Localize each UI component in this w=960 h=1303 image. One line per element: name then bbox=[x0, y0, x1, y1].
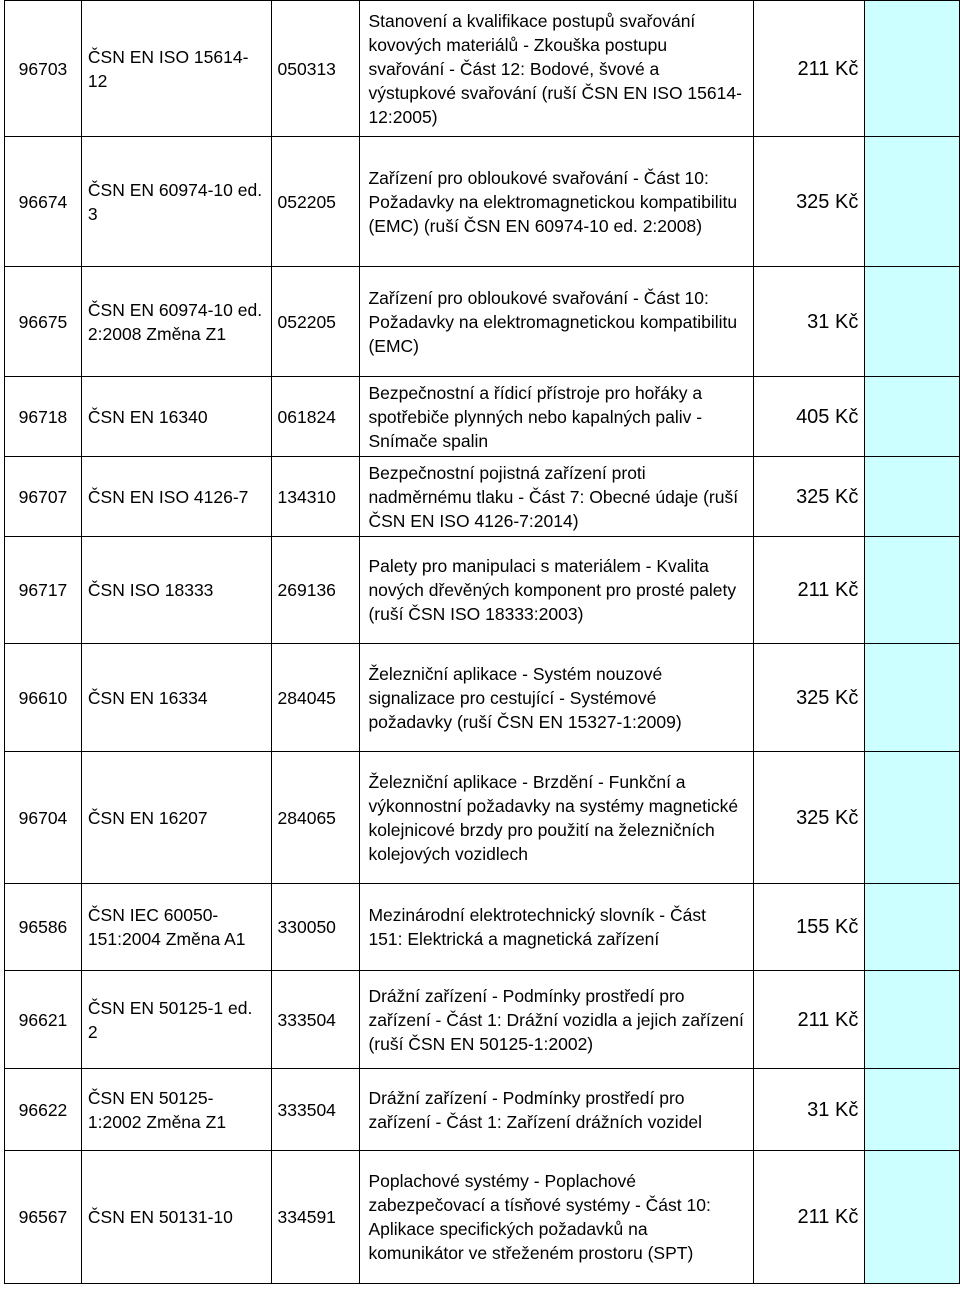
standard-designation: ČSN EN 60974-10 ed. 2:2008 Změna Z1 bbox=[81, 267, 271, 377]
price: 211 Kč bbox=[753, 1151, 865, 1284]
standard-designation: ČSN ISO 18333 bbox=[81, 537, 271, 644]
standard-title bbox=[360, 537, 753, 644]
highlight-cell bbox=[865, 537, 960, 644]
classification-code: 061824 bbox=[271, 377, 360, 457]
highlight-cell bbox=[865, 1, 960, 137]
catalog-number: 96704 bbox=[5, 752, 82, 884]
table-row bbox=[5, 137, 960, 267]
table-row bbox=[5, 1069, 960, 1151]
price: 31 Kč bbox=[753, 1069, 865, 1151]
standard-title bbox=[360, 644, 753, 752]
highlight-cell bbox=[865, 644, 960, 752]
standard-designation: ČSN EN 16340 bbox=[81, 377, 271, 457]
table-row bbox=[5, 537, 960, 644]
standard-title bbox=[360, 267, 753, 377]
catalog-number: 96621 bbox=[5, 971, 82, 1069]
title-text: Stanovení a kvalifikace postupů svařování kovových materiálů - Zkouška postupu svařování - Část 12: Bodové, švové a výstupkové svařování bbox=[368, 10, 696, 103]
highlight-cell bbox=[865, 267, 960, 377]
price: 325 Kč bbox=[753, 457, 865, 537]
title-text: Bezpečnostní pojistná zařízení proti nadměrnému tlaku - Část 7: Obecné údaje bbox=[368, 462, 699, 507]
title-text: Zařízení pro obloukové svařování - Část 10: Požadavky na elektromagnetickou kompatibilitu (EMC) bbox=[368, 287, 738, 356]
price: 325 Kč bbox=[753, 137, 865, 267]
table-row bbox=[5, 1151, 960, 1284]
price: 405 Kč bbox=[753, 377, 865, 457]
highlight-cell bbox=[865, 377, 960, 457]
classification-code: 334591 bbox=[271, 1151, 360, 1284]
highlight-cell bbox=[865, 752, 960, 884]
standard-title bbox=[360, 457, 753, 537]
catalog-number: 96717 bbox=[5, 537, 82, 644]
replaces-note: (ruší ČSN EN 60974-10 ed. 2:2008) bbox=[418, 215, 703, 236]
catalog-number: 96586 bbox=[5, 884, 82, 971]
highlight-cell bbox=[865, 457, 960, 537]
price: 211 Kč bbox=[753, 1, 865, 137]
price: 325 Kč bbox=[753, 752, 865, 884]
classification-code: 052205 bbox=[271, 137, 360, 267]
table-row bbox=[5, 1, 960, 137]
classification-code: 284065 bbox=[271, 752, 360, 884]
standard-title bbox=[360, 1, 753, 137]
classification-code: 052205 bbox=[271, 267, 360, 377]
classification-code: 134310 bbox=[271, 457, 360, 537]
highlight-cell bbox=[865, 1151, 960, 1284]
catalog-number: 96703 bbox=[5, 1, 82, 137]
standard-designation: ČSN EN ISO 4126-7 bbox=[81, 457, 271, 537]
table-row bbox=[5, 644, 960, 752]
replaces-note: (ruší ČSN EN ISO 4126-7:2014) bbox=[368, 486, 739, 531]
catalog-number: 96674 bbox=[5, 137, 82, 267]
standard-designation: ČSN EN ISO 15614-12 bbox=[81, 1, 271, 137]
classification-code: 050313 bbox=[271, 1, 360, 137]
price: 155 Kč bbox=[753, 884, 865, 971]
standard-title bbox=[360, 1151, 753, 1284]
title-text: Mezinárodní elektrotechnický slovník - Část 151: Elektrická a magnetická zařízení bbox=[368, 905, 706, 949]
price: 31 Kč bbox=[753, 267, 865, 377]
highlight-cell bbox=[865, 884, 960, 971]
classification-code: 269136 bbox=[271, 537, 360, 644]
table-row bbox=[5, 457, 960, 537]
catalog-number: 96675 bbox=[5, 267, 82, 377]
title-text: Zařízení pro obloukové svařování - Část 10: Požadavky na elektromagnetickou kompatibilitu (EMC) bbox=[368, 167, 738, 236]
classification-code: 284045 bbox=[271, 644, 360, 752]
standard-title bbox=[360, 884, 753, 971]
standard-designation: ČSN EN 16334 bbox=[81, 644, 271, 752]
standard-title bbox=[360, 137, 753, 267]
title-text: Železniční aplikace - Brzdění - Funkční a výkonnostní požadavky na systémy magnetické kolejnicové brzdy pro použití na železničních kolejových vozidlech bbox=[368, 771, 739, 864]
highlight-cell bbox=[865, 1069, 960, 1151]
table-row bbox=[5, 377, 960, 457]
classification-code: 330050 bbox=[271, 884, 360, 971]
catalog-number: 96622 bbox=[5, 1069, 82, 1151]
title-text: Poplachové systémy - Poplachové zabezpečovací a tísňové systémy - Část 10: Aplikace specifických požadavků na komunikátor ve střeženém prostoru (SPT) bbox=[368, 1171, 711, 1263]
standards-table bbox=[4, 0, 960, 1284]
price: 211 Kč bbox=[753, 537, 865, 644]
price: 325 Kč bbox=[753, 644, 865, 752]
title-text: Drážní zařízení - Podmínky prostředí pro zařízení - Část 1: Zařízení drážních vozidel bbox=[368, 1087, 703, 1132]
replaces-note: (ruší ČSN EN ISO 15614-12:2005) bbox=[368, 82, 742, 127]
title-text: Palety pro manipulaci s materiálem - Kvalita nových dřevěných komponent pro prosté palety bbox=[368, 556, 737, 600]
standard-title bbox=[360, 971, 753, 1069]
table-row bbox=[5, 971, 960, 1069]
standard-designation: ČSN IEC 60050-151:2004 Změna A1 bbox=[81, 884, 271, 971]
catalog-number: 96707 bbox=[5, 457, 82, 537]
highlight-cell bbox=[865, 971, 960, 1069]
classification-code: 333504 bbox=[271, 971, 360, 1069]
standard-designation: ČSN EN 50131-10 bbox=[81, 1151, 271, 1284]
classification-code: 333504 bbox=[271, 1069, 360, 1151]
standard-title bbox=[360, 377, 753, 457]
catalog-number: 96567 bbox=[5, 1151, 82, 1284]
standard-title bbox=[360, 1069, 753, 1151]
price: 211 Kč bbox=[753, 971, 865, 1069]
standard-designation: ČSN EN 16207 bbox=[81, 752, 271, 884]
table-row bbox=[5, 752, 960, 884]
standard-designation: ČSN EN 50125-1 ed. 2 bbox=[81, 971, 271, 1069]
standard-designation: ČSN EN 50125-1:2002 Změna Z1 bbox=[81, 1069, 271, 1151]
table-row bbox=[5, 884, 960, 971]
highlight-cell bbox=[865, 137, 960, 267]
replaces-note: (ruší ČSN EN 15327-1:2009) bbox=[452, 711, 682, 732]
replaces-note: (ruší ČSN ISO 18333:2003) bbox=[368, 604, 584, 624]
standard-designation: ČSN EN 60974-10 ed. 3 bbox=[81, 137, 271, 267]
catalog-number: 96718 bbox=[5, 377, 82, 457]
title-text: Bezpečnostní a řídicí přístroje pro hořáky a spotřebiče plynných nebo kapalných paliv - Snímače spalin bbox=[368, 382, 703, 451]
catalog-number: 96610 bbox=[5, 644, 82, 752]
replaces-note: (ruší ČSN EN 50125-1:2002) bbox=[368, 1033, 594, 1054]
title-text: Drážní zařízení - Podmínky prostředí pro zařízení - Část 1: Drážní vozidla a jejich zařízení bbox=[368, 985, 744, 1030]
table-row bbox=[5, 267, 960, 377]
standard-title bbox=[360, 752, 753, 884]
title-text: Železniční aplikace - Systém nouzové signalizace pro cestující - Systémové požadavky bbox=[368, 663, 663, 732]
